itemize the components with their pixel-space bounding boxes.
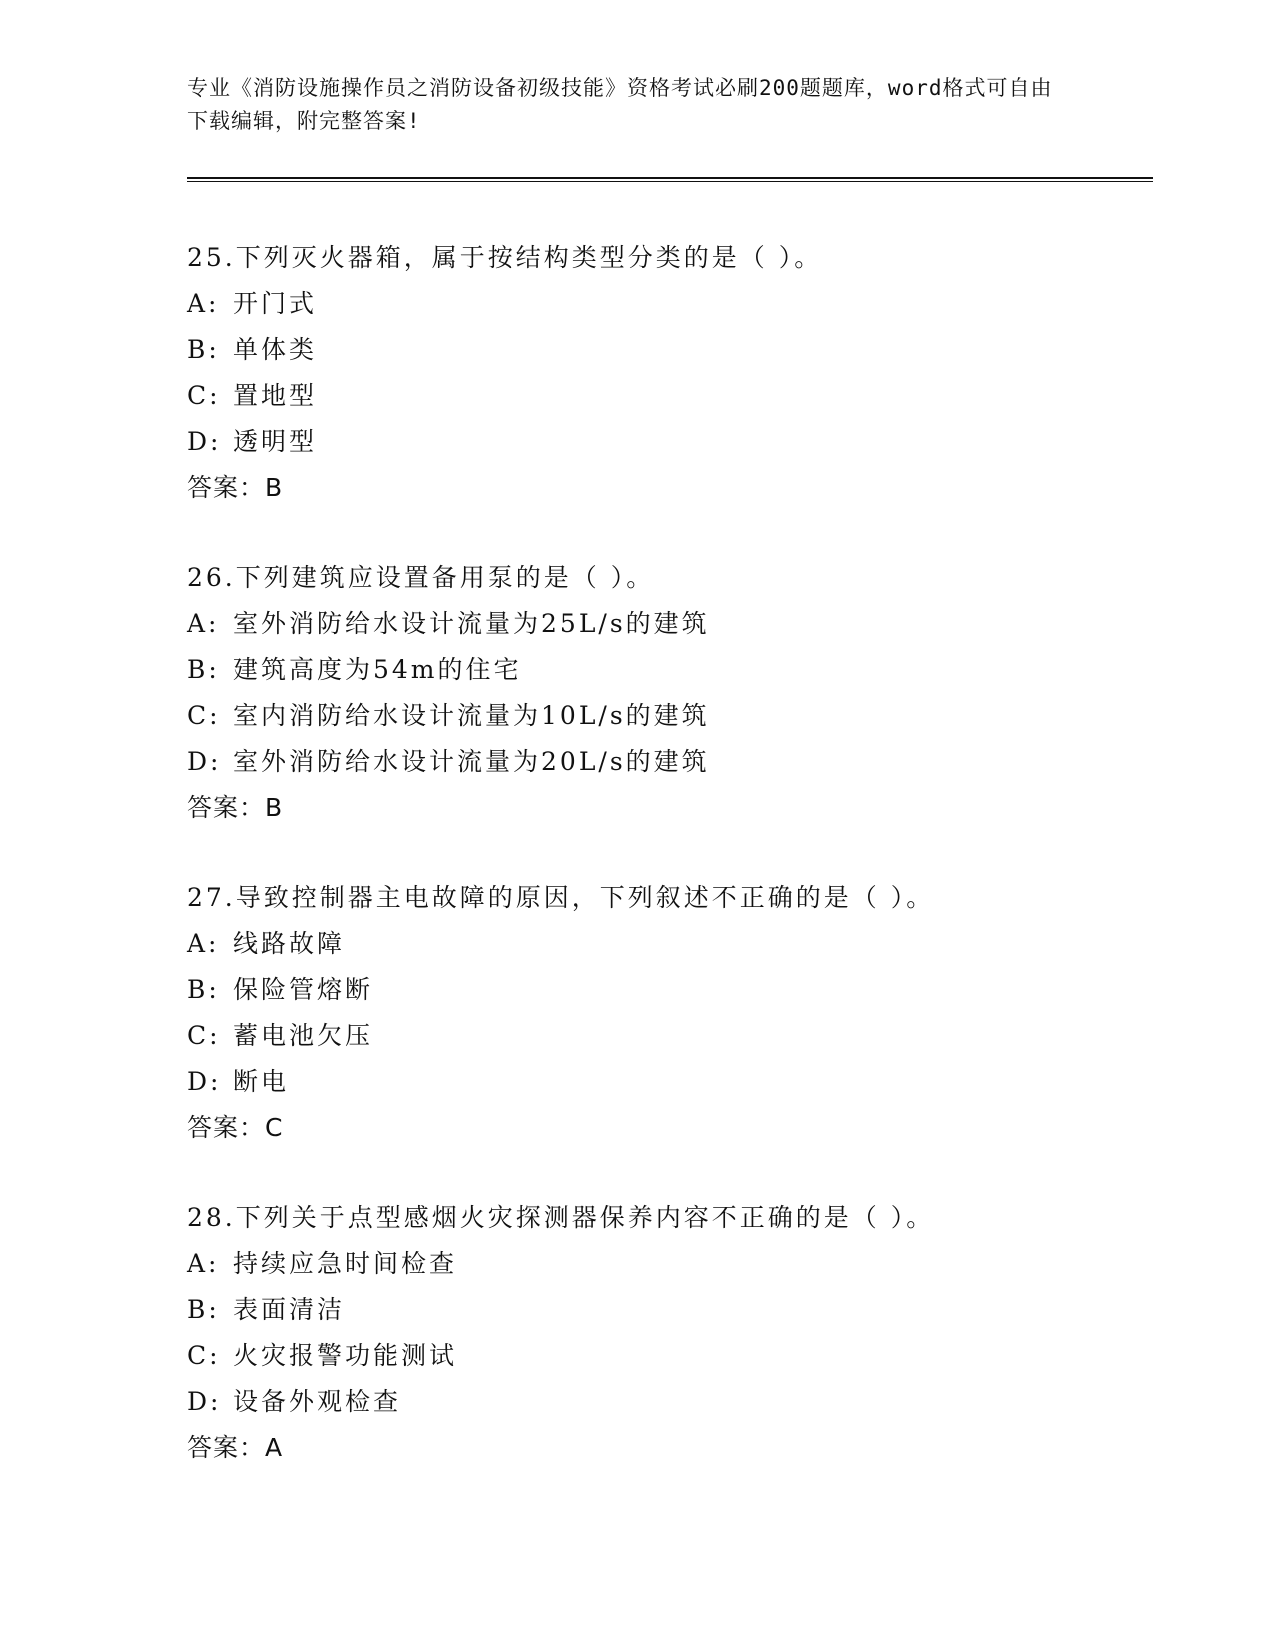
header-divider-thin bbox=[187, 181, 1153, 182]
option-d bbox=[187, 419, 1147, 465]
option-text: 蓄电池欠压 bbox=[233, 1021, 374, 1050]
option-label: A: bbox=[187, 609, 220, 638]
option-text: 室外消防给水设计流量为25L/s的建筑 bbox=[233, 609, 710, 638]
question-block bbox=[187, 555, 1147, 831]
option-text: 断电 bbox=[233, 1067, 290, 1096]
option-text: 单体类 bbox=[233, 335, 318, 364]
answer-line: 答案：B bbox=[187, 793, 284, 822]
option-label: B: bbox=[187, 975, 220, 1004]
option-label: A: bbox=[187, 289, 220, 318]
option-label: A: bbox=[187, 1249, 220, 1278]
option-label: C: bbox=[187, 1341, 221, 1370]
option-text: 室内消防给水设计流量为10L/s的建筑 bbox=[233, 701, 710, 730]
answer-line: 答案：B bbox=[187, 473, 284, 502]
answer-line: 答案：A bbox=[187, 1433, 284, 1462]
question-stem: 27.导致控制器主电故障的原因，下列叙述不正确的是（ ）。 bbox=[187, 883, 935, 912]
option-label: C: bbox=[187, 1021, 221, 1050]
option-label: C: bbox=[187, 701, 221, 730]
option-text: 线路故障 bbox=[233, 929, 346, 958]
question-list bbox=[187, 235, 1147, 1515]
option-b bbox=[187, 327, 1147, 373]
option-label: D: bbox=[187, 1387, 222, 1416]
question-stem: 26.下列建筑应设置备用泵的是（ ）。 bbox=[187, 563, 655, 592]
option-c bbox=[187, 1333, 1147, 1379]
option-d bbox=[187, 1059, 1147, 1105]
option-label: D: bbox=[187, 747, 222, 776]
option-a bbox=[187, 1241, 1147, 1287]
option-label: B: bbox=[187, 1295, 220, 1324]
option-a bbox=[187, 281, 1147, 327]
question-block bbox=[187, 1195, 1147, 1471]
option-text: 设备外观检查 bbox=[233, 1387, 402, 1416]
option-b bbox=[187, 1287, 1147, 1333]
option-text: 建筑高度为54m的住宅 bbox=[233, 655, 522, 684]
option-text: 持续应急时间检查 bbox=[233, 1249, 458, 1278]
question-stem: 25.下列灭火器箱，属于按结构类型分类的是（ ）。 bbox=[187, 243, 823, 272]
option-label: A: bbox=[187, 929, 220, 958]
option-text: 置地型 bbox=[233, 381, 318, 410]
option-label: D: bbox=[187, 1067, 222, 1096]
option-c bbox=[187, 373, 1147, 419]
option-c bbox=[187, 1013, 1147, 1059]
option-b bbox=[187, 967, 1147, 1013]
option-label: C: bbox=[187, 381, 221, 410]
option-d bbox=[187, 1379, 1147, 1425]
option-a bbox=[187, 921, 1147, 967]
document-header: 专业《消防设施操作员之消防设备初级技能》资格考试必刷200题题库，word格式可自由下载编辑，附完整答案! bbox=[187, 76, 1053, 133]
option-a bbox=[187, 601, 1147, 647]
option-text: 火灾报警功能测试 bbox=[233, 1341, 458, 1370]
option-text: 表面清洁 bbox=[233, 1295, 346, 1324]
option-text: 保险管熔断 bbox=[233, 975, 374, 1004]
option-d bbox=[187, 739, 1147, 785]
answer-line: 答案：C bbox=[187, 1113, 284, 1142]
option-label: D: bbox=[187, 427, 222, 456]
option-text: 室外消防给水设计流量为20L/s的建筑 bbox=[233, 747, 710, 776]
question-block bbox=[187, 235, 1147, 511]
option-c bbox=[187, 693, 1147, 739]
question-stem: 28.下列关于点型感烟火灾探测器保养内容不正确的是（ ）。 bbox=[187, 1203, 935, 1232]
header-divider-thick bbox=[187, 177, 1153, 179]
option-b bbox=[187, 647, 1147, 693]
option-label: B: bbox=[187, 335, 220, 364]
option-label: B: bbox=[187, 655, 220, 684]
question-block bbox=[187, 875, 1147, 1151]
option-text: 透明型 bbox=[233, 427, 318, 456]
option-text: 开门式 bbox=[233, 289, 318, 318]
